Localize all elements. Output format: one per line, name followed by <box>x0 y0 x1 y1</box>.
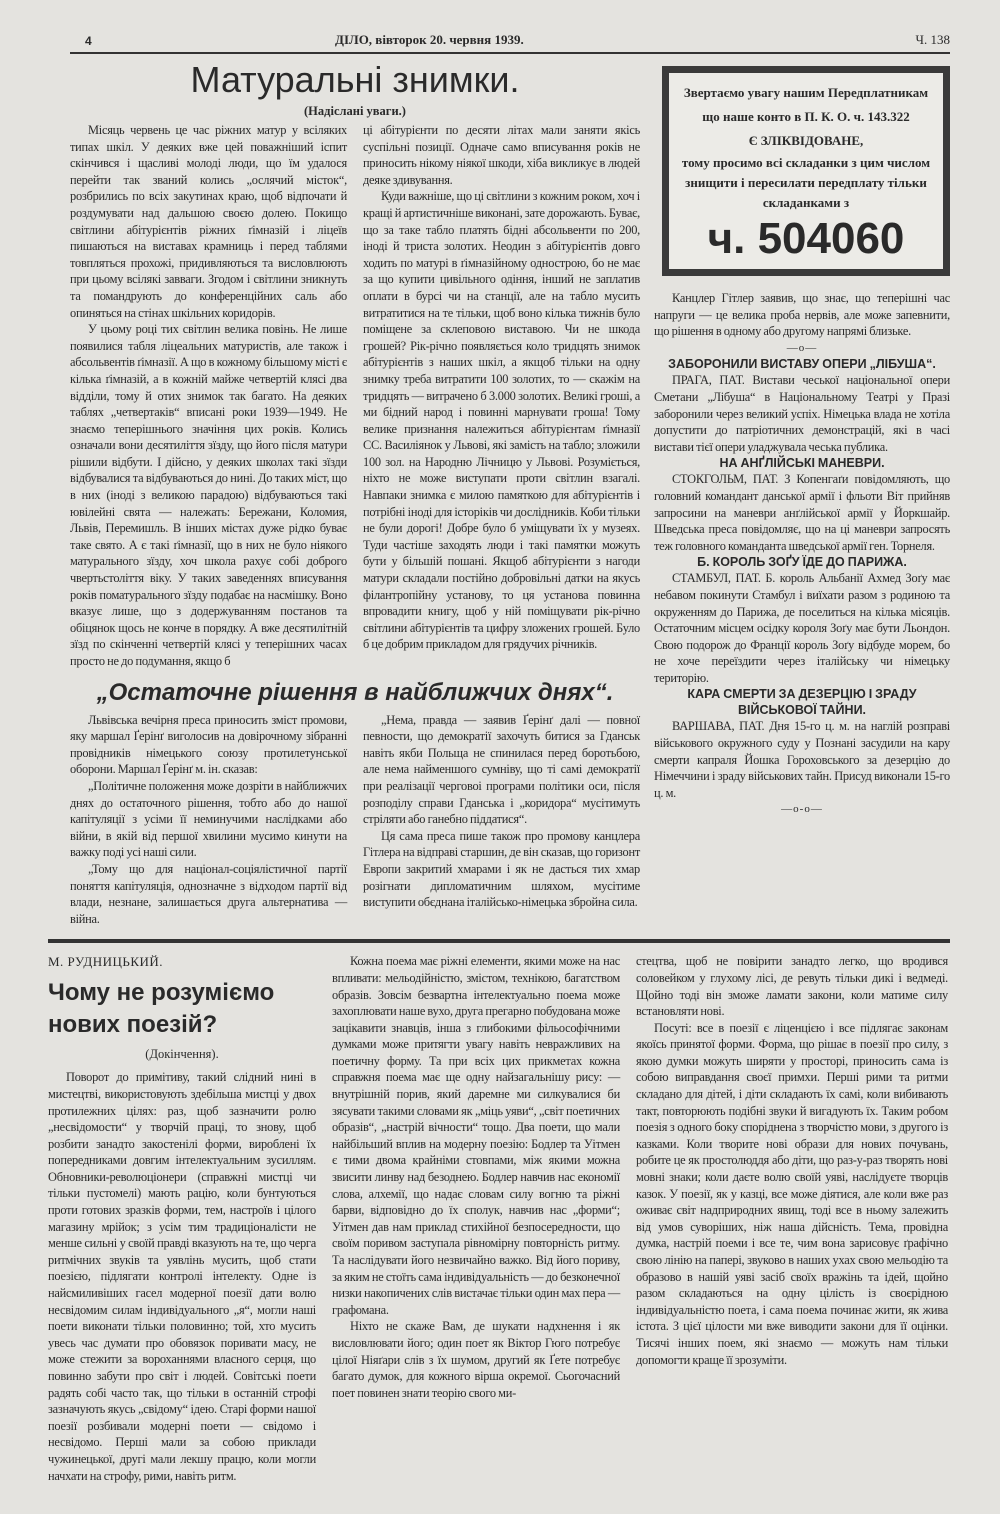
notice-line: Звертаємо увагу нашим Передплатникам <box>683 85 929 100</box>
issue-number: Ч. 138 <box>915 32 950 47</box>
notice-line: що наше конто в П. К. О. ч. 143.322 <box>702 109 910 124</box>
poetry-column-1 <box>48 1069 316 1484</box>
masthead-title: ДІЛО, вівторок 20. червня 1939. <box>335 32 524 47</box>
paragraph: Ніхто не скаже Вам, де шукати надхнення і як висловлювати його; один поет як Віктор Гюго потребує цілої Ніяґари слів з їх шумом, другий як Ґете потребує багато думок, для кожного вірша окремої. Сьогочасний поет повинен знати теорію свого ми- <box>332 1319 620 1400</box>
news-body: СТОКГОЛЬМ, ПАТ. З Копенгаґи повідомляють, що головний командант данської армії і фльоти Віт прийняв запросини на маневри анґлійської армії у Йоркшайр. Шведська преса повідомляє, що на ці маневри запросять теж головного команданта шведської армії ген. Торнеля. <box>654 472 950 553</box>
news-headline: КАРА СМЕРТИ ЗА ДЕЗЕРЦІЮ І ЗРАДУ ВІЙСЬКОВОЇ ТАЙНИ. <box>687 687 917 718</box>
paragraph: Ця сама преса пише також про промову канцлера Гітлера на відправі старшин, де він сказав, що горизонт Европи закритий хмарами і як не дасться тих хмар розігнати дипломатичним шляхом, мусітиме виступити обєднана італійсько-німецька збройна сила. <box>363 828 640 910</box>
article-column-1 <box>70 122 347 670</box>
poetry-column-2 <box>332 953 620 1484</box>
goering-column-2 <box>363 712 640 928</box>
paragraph: „Нема, правда — заявив Ґерінґ далі — повної певности, що демократії захочуть битися за Гданськ навіть якби Польща не спинилася перед боротьбою, але нема найменшого сумніву, що ті самі демократії при реалізації черговоі програми політики оси, після розподілу справи Гданська і „коридора“ мусітимуть стріляти або ганебно піддатися“. <box>363 712 640 827</box>
paragraph: У цьому році тих світлин велика повінь. Не лише появилися табля ліцеальних матуристів, але також і абсольвентів ґімназії. А що в кожному більшому місті є кілька ґімназій, а в кожній майже четвертій клясі два відділи, тому й отих знимок так багато. На деяких таблях „четвертаків“ вписані роки 1939—1949. Не знаємо теперішнього значіння цих років. Колись означали вони десятиліття зїзду, що його після матури рішили відбути. І дійсно, у деяких школах такі зїзди відбувалися та відбуваються до нині. До таких міст, що в них (іноді з великою парадою) відбуваються такі ювілейні свята — належать: Бережани, Коломия, Львів, Перемишль. В інших містах дуже рідко буває таке свято. А є такі ґімназії, що в них не було ніякого матурального зїзду, хоч школа рахує собі доброго чвертьстоліття віку. У таких заведеннях вписування років поматурального зїзду подабає на насмішку. Воно вказує лише, що з додержуванням постанов та обіцянок щось не конче в порядку. А вже десятилітній зїзд по скінченні четвертій клясі у теперішних часах просто не до подумання, якщо б <box>70 322 347 668</box>
paragraph: „Тому що для націонал-соціялістичної партії поняття капітуляція, однозначне з відходом партії від влади, незнане, залишається друга альтернатива — війна. <box>70 861 347 926</box>
bottom-section <box>48 953 950 1484</box>
paragraph: стецтва, щоб не повірити занадто легко, що вродився соловейком у глухому лісі, де ревуть тільки дикі і ведмеді. Щойно тоді він зможе ламати закони, коли матиме силу встановляти нові. <box>636 954 948 1019</box>
paragraph: Місяць червень це час ріжних матур у всіляких типах шкіл. У деяких вже цей поважніший іспит скінчився і щасливі молоді люди, що їм удалося перейти так званий колись „ослячий місток“, розбрились по всіх закутинах краю, щоб відпочати й роздумувати над дальшою своєю долею. Покищо світлини абітурієнтів ріжних ґімназій і ліцеїв пишаються на виставах крамниць і перед таблями товпляться прохожі, придивляються та висловлюють при цьому всілякі завваги. Згодом і світлини зникнуть та помандрують до конференційних саль або опиняться на стінах шкільних коридорів. <box>70 123 347 320</box>
right-area <box>654 58 950 927</box>
masthead <box>70 30 950 54</box>
news-body: ПРАГА, ПАТ. Вистави чеської національної опери Сметани „Лібуша“ в Національному Театрі у Празі заборонили через великий успіх. Німецька влада не хотіла допустити до патріотичних демонстрацій, які в часі вистави тієї опери уладжувала чеська публика. <box>654 373 950 454</box>
separator: —o-o— <box>781 803 823 816</box>
account-number: ч. 504060 <box>707 214 905 263</box>
article-columns <box>70 122 640 670</box>
news-body: ВАРШАВА, ПАТ. Дня 15-го ц. м. на наглій розправі військового окружного суду у Познані засудили на кару смерти капраля Йошка Гороховського за дезерцію до Німеччини і зраду військових тайн. Присуд виконали 15-го ц. м. <box>654 719 950 800</box>
left-area <box>70 58 640 927</box>
article-subtitle: (Надіслані уваги.) <box>304 104 406 118</box>
paragraph: Львівська вечірня преса приносить зміст промови, яку маршал Ґерінґ виголосив на довірочному зібранні провідників німецького союзу протилетунської оборони. Маршал Ґерінґ м. ін. сказав: <box>70 712 347 777</box>
poetry-column-3 <box>636 953 948 1484</box>
goering-headline: „Остаточне рішення в найближчих днях“. <box>96 678 614 706</box>
news-hitler: Канцлер Гітлер заявив, що знає, що теперішні час напруги — це велика проба нервів, але може запевнити, що рішення в одному або другому напрямі близьке. <box>654 291 950 339</box>
page-number: 4 <box>85 34 92 48</box>
goering-columns <box>70 712 640 928</box>
notice-line: Є ЗЛІКВІДОВАНЕ, <box>748 133 864 148</box>
news-column <box>654 290 950 818</box>
news-headline: Б. КОРОЛЬ ЗОҐУ ЇДЕ ДО ПАРИЖА. <box>697 555 907 570</box>
paragraph: ці абітурієнти по десяти літах мали заняти якісь суспільні позиції. Одначе само вписування років не приносить нікому ніякої шкоди, хіба викликує в людей деяке здивування. <box>363 123 640 187</box>
separator: —o— <box>786 341 818 354</box>
news-body: СТАМБУЛ, ПАТ. Б. король Альбанії Ахмед Зоґу має небавом покинути Стамбул і виїхати разом з родиною та окруженням до Парижа, де поселиться на кілька місяців. Остаточним місцем осідку короля Зоґу має бути Льондон. Свою подорож до Франції король Зоґу відбуде морем, бо не хоче переїздити через італійську чи німецьку територію. <box>654 571 950 685</box>
poetry-title: Чому не розуміємо нових поезій? <box>48 979 275 1039</box>
paragraph: Посуті: все в поезії є ліценцією і все підлягає законам якоїсь принятої форми. Форма, що рішає в поезії про силу, з якою думки можуть ширяти у просторі, приносить сама із собою виправдання своєї примхи. Перші рими та ритми складано для дітей, і діти складають їх самі, коли вибивають такт, повторюють подібні звуки й вигадують їх. Таким робом поезія з одного боку споріднена з творчістю мови, з другого із казками. Коли творите нові образи для нових почувань, робите це як простолюддя або діти, що раз-у-раз творять нові мовні знаки; коли даєте волю своїй уяві, наслідуєте творців казок. У поезії, як у казці, все може діятися, але коли вже раз оживає світ надприродних явищ, тоді все в ньому залежить від умов суворіших, ніж наша дійсність. Тема, провідна думка, настрій поеми і все те, чим вона зарисовує ґрафічно свою лінію на папері, звуково в наших ухах свою мельодію та образово в нашій уяві засіб своїх вражінь та ідей, щойно разом складаються на одну цілість із своєрідною індивідуальністю поета, і сама поема починає жити, як жива істота. З цієї цілости ми вже виводити закони для її оцінки. Тисячі інших поем, які знаємо — можуть нам тільки допомогти краще її зрозуміти. <box>636 1020 948 1367</box>
poetry-subtitle: (Докінчення). <box>145 1047 219 1062</box>
news-headline: НА АНҐЛІЙСЬКІ МАНЕВРИ. <box>719 456 885 471</box>
paragraph: Поворот до примітиву, такий слідний нині в мистецтві, використовують здебільша мистці у двох протилежних цілях: раз, щоб зазначити ролю „несвідомости“ у творчій праці, то знову, щоб розбити занадто закостенілі форми, вироблені їх попередниками довгим інтелектуальним зусиллям. Обновники-революціонери (справжні мистці чи тільки пустомелі) мають рацію, коли бунтуються проти готових зразків форми, тем, настроїв і цілого магазину мрійок; з усім тим традиціоналісти не менше сильні у своїй правді вказують на те, що черга ритмічних звуків та уявлінь мусить, щоб стати поезією, підлягати контролі інтелекту. Одне із найсмиливіших гасел модерної поезії дати волю несвідомим силам індивідуального „я“, могли наші поети виконати тільки половинно; той, хто мусить увесь час думати про обовязок поривати масу, не може стежити за вороханнями власного серця, що повинно забути про світ і людей. Совітські поети радять собі часто так, що тільки в останній строфі зазначують якусь „свідому“ ідею. Старі форми нашої поезії розбивали модерні поети — свідомо і несвідомо. Перші мали за собою приклади чужинецької, другі мали лекшу працю, коли могли начхати на строфу, рими, навіть ритм. <box>48 1070 316 1483</box>
section-rule <box>48 939 950 943</box>
article-title: Матуральні знимки. <box>190 59 520 100</box>
news-headline: ЗАБОРОНИЛИ ВИСТАВУ ОПЕРИ „ЛІБУША“. <box>668 357 936 372</box>
notice-line: тому просимо всі складанки з цим числом знищити і пересилати передплату тільки складанками з <box>681 155 931 210</box>
paragraph: Кожна поема має ріжні елементи, якими може на нас впливати: мельодійністю, змістом, технікою, багатством образів. Зовсім безвартна інтелектуально поема може захоплювати наше вухо, друга прегарно побудована може зацікавити знавців, інша з глибокими фільософічними думками може притягти увагу навіть невражливих на поетичну форму. Та при всіх цих прикметах кожна справжня поема має ще одну найзагальнішу рису: — внутрішній порив, який даремне ми силкувалися би зясувати такими словами як „міць уяви“, „світ поетичних образів“, „настрій вічности“ тощо. Два поети, що мали найбільший вплив на модерну поезію: Бодлер та Уітмен є тими двома крайніми стовпами, між якими можна звисити линву над безоднею. Бодлер навчив нас економії слова, алхемії, що надає словам силу вогню та ріжні барви, відповідно до їх сполук, навчив нас „форми“; Уітмен дав нам приклад стихійної безпосередности, що своїм поривом заступала рівномірну повторність ритму. Та наслідувати його незвичайно важко. Від його пориву, за яким не стоїть сама індивідуальність — до безконечної низки накопичених слів вистачає тільки один мах пера — графомана. <box>332 954 620 1317</box>
article-column-2 <box>363 122 640 670</box>
top-section <box>70 58 950 927</box>
poetry-column-1-wrap <box>48 953 316 1484</box>
paragraph: „Політичне положення може дозріти в найближчих днях до остаточного рішення, тобто або до нашої капітуляції з усіми її неминучими наслідками або війни, в якій від першої хвилини мусимо кинути на важку поді усі наші сили. <box>70 778 347 860</box>
subscriber-notice <box>662 66 950 276</box>
paragraph: Куди важніше, що ці світлини з кожним роком, хоч і кращі й артистичніше виконані, зате дорожають. Буває, що за таке табло платять бідні абсольвенти по 200, іноді й триста золотих. Неодин з абітурієнтів довго ходить по матурі в ґімназійному однострою, бо не має за що купити цивільного одіння, інший не заплатив оплати в бурсі чи на станції, але на табло мусить витратитися на те тільки, щоб воно кілька тижнів було поміщене за склеповою виставою. Чи не шкода грошей? Рік-річно появляється коло тридцять знимок абітурієнтів з наших шкіл, а якщоб тільки на одну знимку треба витратити 100 золотих, то — скажім на тридцять — витрачено б 3.000 золотих. Великі гроші, а ми бідний народ і повинні марнувати гроша! Тому велике признання належиться абітурієнтам ґімназії СС. Василіянок у Львові, які замість на табло; зложили 100 зол. на Народню Лічницю у Львові. Розуміється, ніхто не може виступати проти світлин взагалі. Навпаки знимка є милою памяткою для абітурієнтів і потрібні іноді для історіків чи дослідників. Коби тільки не були дорогі! Добре було б уміщувати їх у музеях. Туди частіше заходять люди і такі памятки можуть бути у більшій пошані. Якщоб абітурієнти з нагоди матури складали постійно добровільні датки на якусь філантропійну установу, то ця установа повинна впровадити книгу, щоб у ній поміщувати рік-річно світлини абітурієнтів та цифру зложених грошей. Було б це добрим прикладом для грядучих річників. <box>363 189 640 652</box>
author-name: М. РУДНИЦЬКИЙ. <box>48 954 164 970</box>
goering-column-1 <box>70 712 347 928</box>
